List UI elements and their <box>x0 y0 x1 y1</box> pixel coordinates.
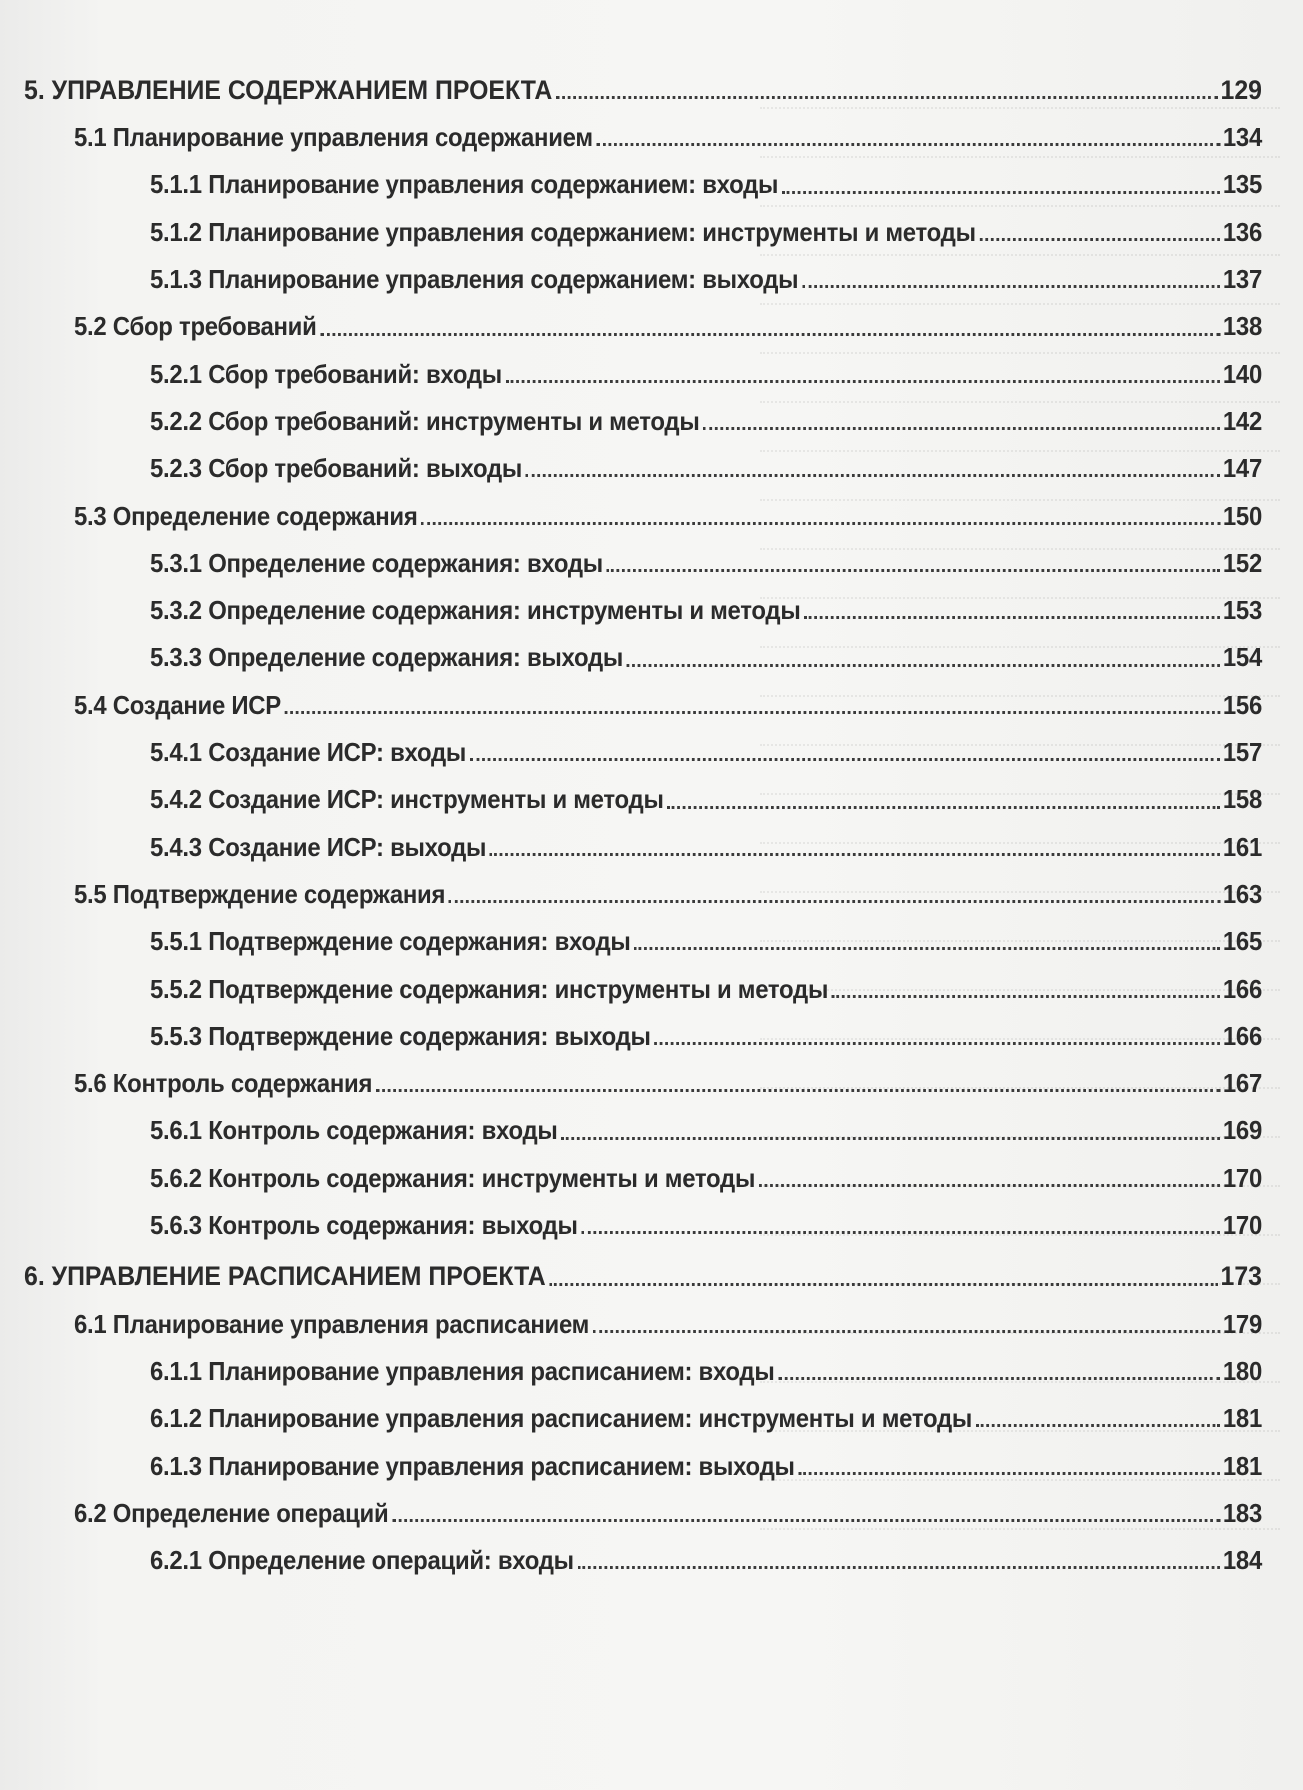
toc-entry-title: 5.6.3 Контроль содержания: выходы <box>150 1210 578 1240</box>
dot-leader <box>703 427 1220 430</box>
toc-page-number: 166 <box>1222 1020 1262 1051</box>
toc-page-number: 154 <box>1222 642 1262 673</box>
toc-subsection-row <box>150 1347 1262 1387</box>
toc-entry-title: 6.1.1 Планирование управления расписанием: входы <box>150 1355 775 1386</box>
toc-page-number: 173 <box>1220 1261 1262 1292</box>
toc-entry-title: 5.4.2 Создание ИСР: инструменты и методы <box>150 784 664 815</box>
toc-subsection-row <box>150 776 1262 816</box>
toc-entry-title: 5.3 Определение содержания <box>74 500 418 531</box>
dot-leader <box>976 1424 1220 1427</box>
dot-leader <box>778 1377 1220 1380</box>
toc-page-number: 184 <box>1222 1545 1262 1576</box>
dot-leader <box>392 1519 1220 1522</box>
dot-leader <box>832 995 1220 998</box>
dot-leader <box>376 1089 1220 1092</box>
toc-subsection-row <box>150 1536 1262 1576</box>
toc-entry-title: 5.5.3 Подтверждение содержания: выходы <box>150 1020 651 1051</box>
toc-entry-title: 5.5.1 Подтверждение содержания: входы <box>150 926 631 957</box>
toc-entry-title: 5.2 Сбор требований <box>74 311 317 342</box>
dot-leader <box>596 143 1220 146</box>
dot-leader <box>421 522 1220 525</box>
dot-leader <box>654 1042 1220 1045</box>
toc-section-row <box>74 1059 1262 1099</box>
toc-page-number: 158 <box>1222 784 1262 815</box>
toc-entry-title: 5.1.3 Планирование управления содержанием: выходы <box>150 264 799 294</box>
toc-page-number: 138 <box>1222 311 1262 342</box>
toc-entry-title: 5.1.1 Планирование управления содержанием: входы <box>150 169 779 200</box>
toc-subsection-row <box>150 917 1262 957</box>
toc-chapter-row <box>24 66 1262 106</box>
toc-entry-title: 6.1 Планирование управления расписанием <box>74 1308 590 1339</box>
dot-leader <box>782 191 1220 194</box>
toc-page-number: 169 <box>1222 1115 1262 1146</box>
toc-subsection-row <box>150 1442 1262 1482</box>
toc-subsection-row <box>150 1394 1262 1434</box>
toc-page-number: 179 <box>1222 1308 1262 1339</box>
dot-leader <box>979 238 1220 241</box>
toc-page-number: 157 <box>1222 737 1262 767</box>
toc-page-number: 170 <box>1222 1162 1262 1193</box>
toc-subsection-row <box>150 397 1262 437</box>
dot-leader <box>549 1283 1217 1286</box>
dot-leader <box>470 758 1220 761</box>
dot-leader <box>607 569 1221 572</box>
toc-subsection-row <box>150 965 1262 1005</box>
dot-leader <box>802 285 1220 288</box>
toc-page-number: 136 <box>1222 216 1262 247</box>
toc-page-number: 165 <box>1222 926 1262 957</box>
toc-subsection-row <box>150 161 1262 201</box>
toc-page-number: 140 <box>1222 358 1262 389</box>
dot-leader <box>320 333 1220 336</box>
dot-leader <box>490 853 1220 856</box>
toc-subsection-row <box>150 728 1262 768</box>
toc-entry-title: 6.1.3 Планирование управления расписанием: выходы <box>150 1450 795 1481</box>
dot-leader <box>506 380 1221 383</box>
toc-section-row <box>74 113 1262 153</box>
toc-entry-title: 5.5.2 Подтверждение содержания: инструменты и методы <box>150 973 829 1004</box>
toc-entry-title: 5.3.3 Определение содержания: выходы <box>150 642 624 673</box>
toc-page-number: 142 <box>1222 405 1262 436</box>
toc-subsection-row <box>150 1012 1262 1052</box>
toc-entry-title: 6.2.1 Определение операций: входы <box>150 1545 574 1576</box>
toc-entry-title: 5.3.1 Определение содержания: входы <box>150 547 603 578</box>
toc-page-number: 163 <box>1222 878 1262 909</box>
toc-page-number: 147 <box>1222 453 1262 484</box>
toc-page-number: 137 <box>1222 264 1262 294</box>
toc-subsection-row <box>150 208 1262 248</box>
toc-page-number: 161 <box>1222 831 1262 862</box>
toc-page-number: 181 <box>1222 1403 1262 1434</box>
toc-entry-title: 6.2 Определение операций <box>74 1497 389 1528</box>
dot-leader <box>449 900 1220 903</box>
toc-entry-title: 5.2.3 Сбор требований: выходы <box>150 453 523 484</box>
toc-entry-title: 5.2.1 Сбор требований: входы <box>150 358 502 389</box>
toc-entry-title: 5.6.1 Контроль содержания: входы <box>150 1115 558 1146</box>
toc-page-number: 153 <box>1222 595 1262 626</box>
dot-leader <box>526 474 1220 477</box>
toc-section-row <box>74 303 1262 343</box>
dot-leader <box>667 806 1220 809</box>
toc-section-row <box>74 492 1262 532</box>
toc-page-number: 156 <box>1222 689 1262 720</box>
toc-entry-title: 5.1.2 Планирование управления содержанием: инструменты и методы <box>150 216 976 247</box>
toc-page-number: 135 <box>1222 169 1262 200</box>
toc-section-row <box>74 681 1262 721</box>
toc-chapter-row <box>24 1253 1262 1293</box>
dot-leader <box>577 1566 1220 1569</box>
dot-leader <box>759 1184 1220 1187</box>
toc-section-row <box>74 870 1262 910</box>
toc-subsection-row <box>150 1107 1262 1147</box>
dot-leader <box>634 947 1220 950</box>
toc-entry-title: 5.5 Подтверждение содержания <box>74 878 446 909</box>
toc-entry-title: 6.1.2 Планирование управления расписанием: инструменты и методы <box>150 1403 973 1434</box>
toc-subsection-row <box>150 539 1262 579</box>
toc-subsection-row <box>150 634 1262 674</box>
toc-subsection-row <box>150 255 1262 295</box>
toc-entry-title: 5.1 Планирование управления содержанием <box>74 122 593 153</box>
toc-subsection-row <box>150 586 1262 626</box>
dot-leader <box>798 1472 1220 1475</box>
toc-subsection-row <box>150 1154 1262 1194</box>
toc-entry-title: 5.4.3 Создание ИСР: выходы <box>150 831 487 862</box>
toc-page-number: 129 <box>1220 74 1262 105</box>
toc-subsection-row <box>150 350 1262 390</box>
toc-page-number: 152 <box>1222 547 1262 578</box>
toc-entry-title: 5.6 Контроль содержания <box>74 1068 373 1099</box>
toc-page-number: 183 <box>1222 1497 1262 1528</box>
dot-leader <box>285 711 1221 714</box>
toc-page-number: 181 <box>1222 1450 1262 1481</box>
toc-page-number: 150 <box>1222 500 1262 531</box>
toc-subsection-row <box>150 444 1262 484</box>
toc-entry-title: 5.4 Создание ИСР <box>74 689 281 720</box>
dot-leader <box>581 1231 1220 1234</box>
toc-subsection-row <box>150 823 1262 863</box>
dot-leader <box>627 664 1220 667</box>
toc-entry-title: 5.3.2 Определение содержания: инструменты и методы <box>150 595 801 626</box>
toc-section-row <box>74 1300 1262 1340</box>
toc-page-number: 180 <box>1222 1355 1262 1386</box>
toc-entry-title: 5. УПРАВЛЕНИЕ СОДЕРЖАНИЕМ ПРОЕКТА <box>24 74 553 105</box>
toc-subsection-row <box>150 1201 1262 1241</box>
toc-page-number: 134 <box>1222 122 1262 153</box>
dot-leader <box>556 96 1218 99</box>
dot-leader <box>593 1330 1220 1333</box>
toc-entry-title: 5.2.2 Сбор требований: инструменты и методы <box>150 405 700 436</box>
toc-section-row <box>74 1489 1262 1529</box>
dot-leader <box>804 616 1220 619</box>
toc-page-number: 170 <box>1222 1210 1262 1240</box>
toc-entry-title: 5.6.2 Контроль содержания: инструменты и методы <box>150 1162 756 1193</box>
toc-entry-title: 6. УПРАВЛЕНИЕ РАСПИСАНИЕМ ПРОЕКТА <box>24 1261 546 1292</box>
dot-leader <box>561 1137 1220 1140</box>
toc-page-number: 166 <box>1222 973 1262 1004</box>
toc-entry-title: 5.4.1 Создание ИСР: входы <box>150 737 467 767</box>
toc-page-number: 167 <box>1222 1068 1262 1099</box>
